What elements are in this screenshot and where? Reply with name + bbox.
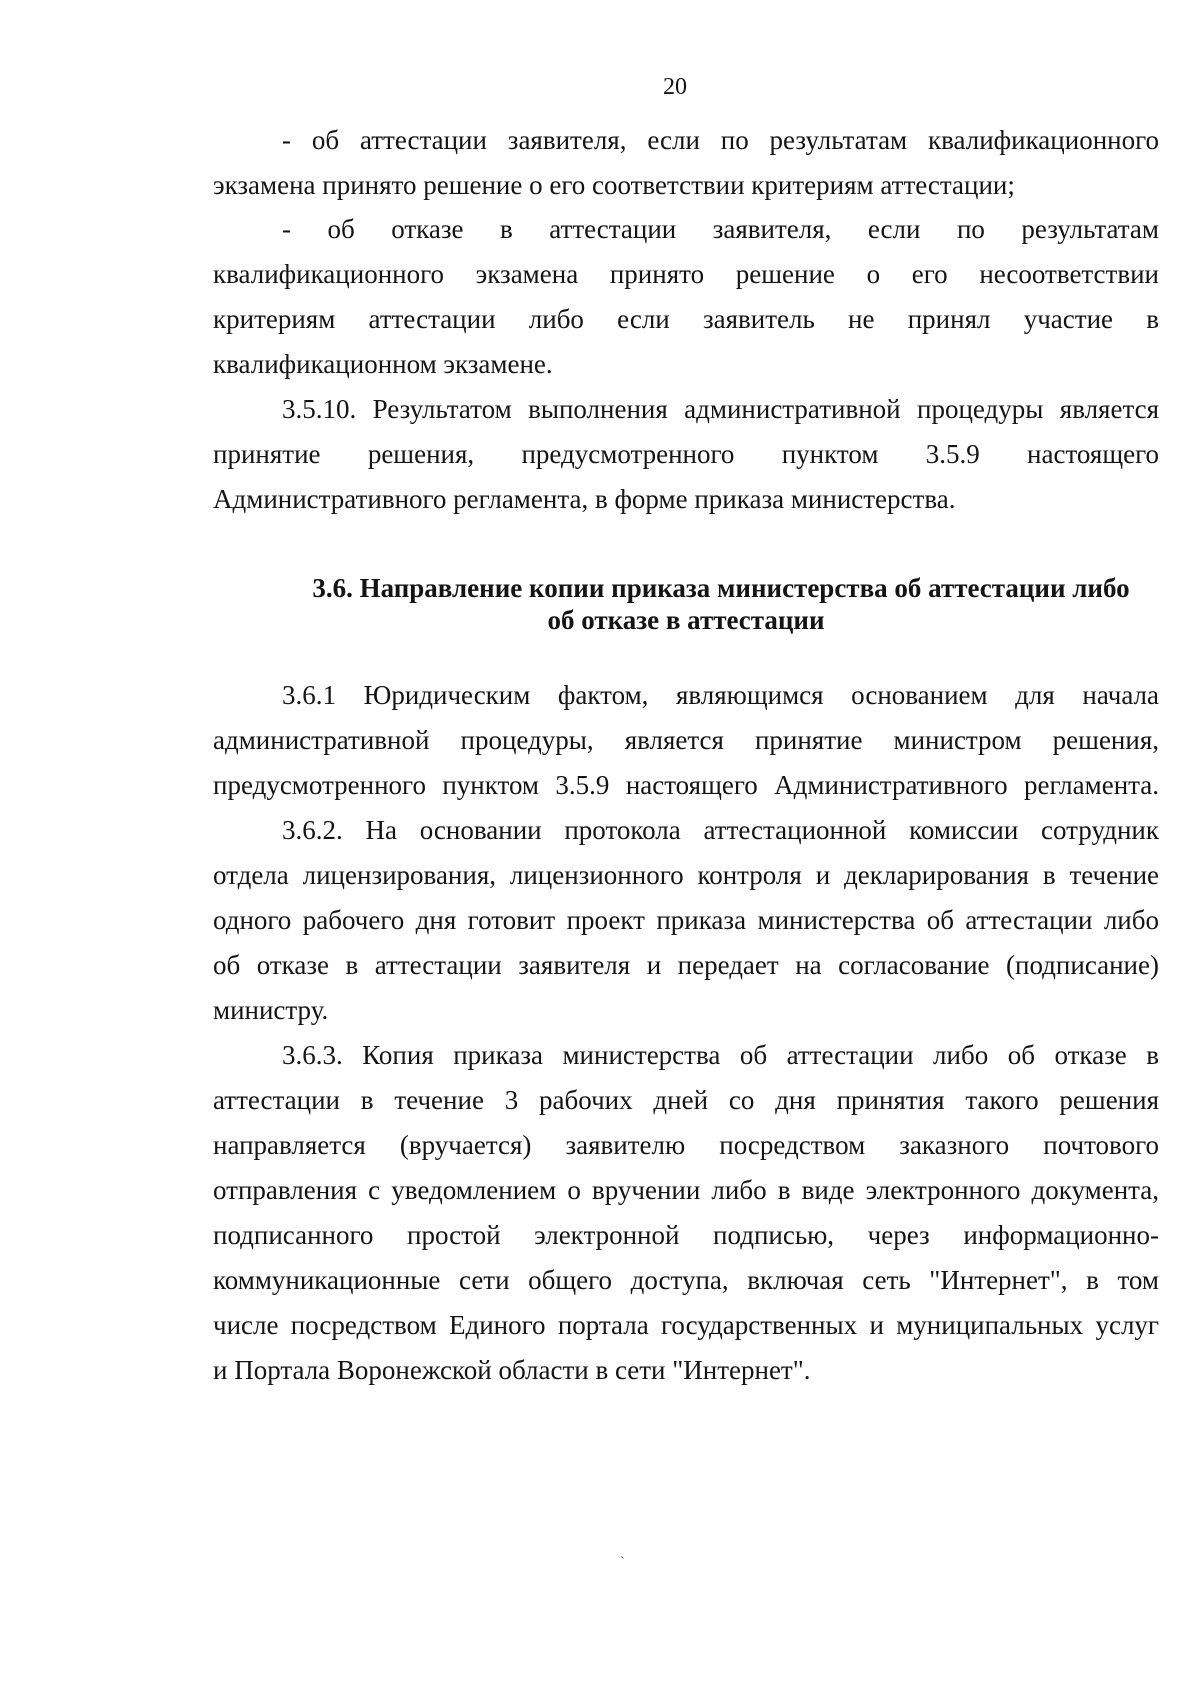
text-line: и Портала Воронежской области в сети "Интернет". [213,1355,811,1385]
text-line: 3.5.10. Результатом выполнения административной процедуры является [282,394,1159,424]
text-line: аттестации в течение 3 рабочих дней со дня принятия такого решения [213,1085,1159,1115]
text-line: министру. [213,995,329,1025]
text-line: одного рабочего дня готовит проект приказа министерства об аттестации либо [213,905,1159,935]
text-line: 3.6.1 Юридическим фактом, являющимся основанием для начала [282,680,1159,710]
text-line: - об отказе в аттестации заявителя, если по результатам [282,214,1159,244]
text-line: отправления с уведомлением о вручении либо в виде электронного документа, [213,1175,1159,1205]
text-line: - об аттестации заявителя, если по результатам квалификационного [282,125,1159,155]
text-line: направляется (вручается) заявителю посредством заказного почтового [213,1130,1159,1160]
text-line: административной процедуры, является принятие министром решения, [213,725,1159,755]
text-line: квалификационного экзамена принято решение о его несоответствии [213,259,1159,289]
text-line: предусмотренного пунктом 3.5.9 настоящего Административного регламента. [213,770,1159,800]
section-heading: об отказе в аттестации [547,605,825,635]
section-heading: 3.6. Направление копии приказа министерства об аттестации либо [312,573,1130,603]
text-line: числе посредством Единого портала государственных и муниципальных услуг [213,1310,1159,1340]
text-line: об отказе в аттестации заявителя и передает на согласование (подписание) [213,950,1159,980]
text-line: подписанного простой электронной подписью, через информационно- [213,1220,1159,1250]
text-line: критериям аттестации либо если заявитель не принял участие в [213,304,1159,334]
text-line: Административного регламента, в форме приказа министерства. [213,484,956,514]
text-line: коммуникационные сети общего доступа, включая сеть "Интернет", в том [213,1265,1159,1295]
text-line: 3.6.3. Копия приказа министерства об аттестации либо об отказе в [282,1040,1159,1070]
text-line: квалификационном экзамене. [213,349,553,379]
text-line: отдела лицензирования, лицензионного контроля и декларирования в течение [213,860,1159,890]
scan-speck: ` [620,1555,625,1570]
text-line: принятие решения, предусмотренного пунктом 3.5.9 настоящего [213,439,1159,469]
text-line: экзамена принято решение о его соответствии критериям аттестации; [213,170,1015,200]
page-number: 20 [663,74,687,100]
text-line: 3.6.2. На основании протокола аттестационной комиссии сотрудник [282,815,1159,845]
